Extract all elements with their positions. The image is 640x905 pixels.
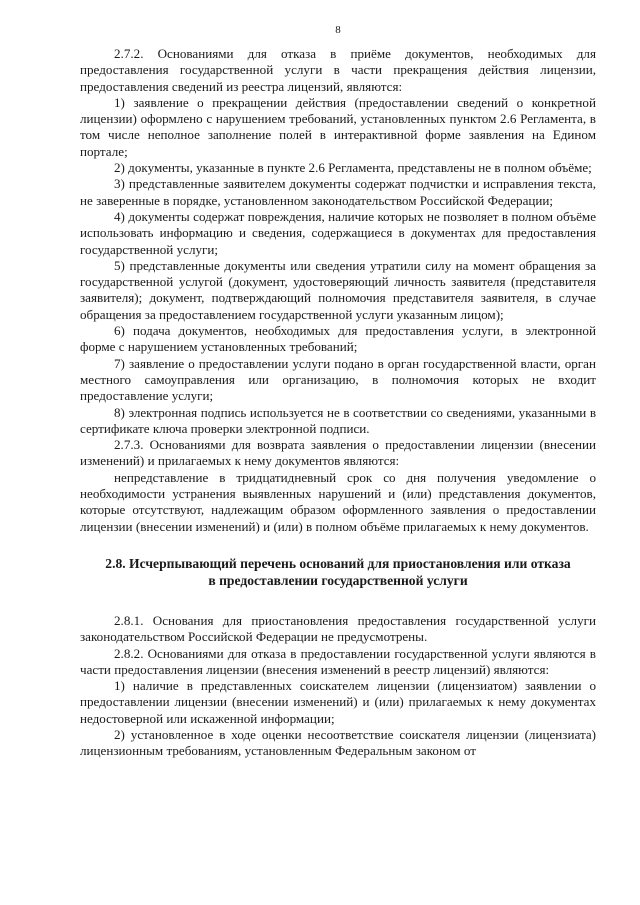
list-item-2-7-2-3: 3) представленные заявителем документы содержат подчистки и исправления текста, не заверенные в порядке, установленном законодательством Российской Федерации;: [80, 176, 596, 208]
list-item-2-7-2-1: 1) заявление о прекращении действия (предоставлении сведений о конкретной лицензии) оформлено с нарушением требований, установленных пунктом 2.6 Регламента, в том числе неполное заполнение полей в интерактивной форме заявления на Едином портале;: [80, 94, 596, 159]
section-heading-2-8: [80, 555, 596, 589]
paragraph-2-7-3-text: непредставление в тридцатидневный срок со дня получения уведомление о необходимости устранения выявленных нарушений и (или) представления документов, которые отсутствуют, надлежащим образом оформленного заявления о предоставлении лицензии (внесении изменений) и (или) в полном объёме прилагаемых к нему документов.: [80, 469, 596, 534]
paragraph-2-7-2: 2.7.2. Основаниями для отказа в приёме документов, необходимых для предоставления государственной услуги в части прекращения действия лицензии, предоставления сведений из реестра лицензий, являются:: [80, 46, 596, 94]
list-item-2-8-2-2: 2) установленное в ходе оценки несоответствие соискателя лицензии (лицензиата) лицензионным требованиям, установленным Федеральным законом от: [80, 726, 596, 759]
list-item-2-7-2-8: 8) электронная подпись используется не в соответствии со сведениями, указанными в сертификате ключа проверки электронной подписи.: [80, 404, 596, 436]
paragraph-2-8-1: 2.8.1. Основания для приостановления предоставления государственной услуги законодательством Российской Федерации не предусмотрены.: [80, 612, 596, 645]
list-item-2-8-2-1: 1) наличие в представленных соискателем лицензии (лицензиатом) заявлении о предоставлении лицензии (внесении изменений) и (или) прилагаемых к нему документах недостоверной или искаженной информации;: [80, 678, 596, 726]
paragraph-2-7-3: 2.7.3. Основаниями для возврата заявления о предоставлении лицензии (внесении изменений) и прилагаемых к нему документов являются:: [80, 437, 596, 469]
list-item-2-7-2-7: 7) заявление о предоставлении услуги подано в орган государственной власти, орган местного самоуправления или организацию, в полномочия которых не входит предоставление услуги;: [80, 355, 596, 404]
list-item-2-7-2-2: 2) документы, указанные в пункте 2.6 Регламента, представлены не в полном объёме;: [114, 160, 592, 176]
list-item-2-7-2-6: 6) подача документов, необходимых для предоставления услуги, в электронной форме с нарушением установленных требований;: [80, 323, 596, 355]
list-item-2-7-2-5: 5) представленные документы или сведения утратили силу на момент обращения за государственной услугой (документ, удостоверяющий личность заявителя (представителя заявителя); документ, подтверждающий полномочия представителя заявителя, в случае обращения за предоставлением государственной услуги указанным лицом);: [80, 257, 596, 322]
list-item-2-7-2-4: 4) документы содержат повреждения, наличие которых не позволяет в полном объёме использовать информацию и сведения, содержащиеся в документах для предоставления государственной услуги;: [80, 208, 596, 257]
page-number: 8: [335, 24, 341, 36]
paragraph-2-8-2: 2.8.2. Основаниями для отказа в предоставлении государственной услуги являются в части предоставления лицензии (внесения изменений в реестр лицензий) являются:: [80, 645, 596, 677]
heading-line-2: в предоставлении государственной услуги: [208, 572, 468, 588]
heading-line-1: 2.8. Исчерпывающий перечень оснований для приостановления или отказа: [105, 555, 571, 571]
